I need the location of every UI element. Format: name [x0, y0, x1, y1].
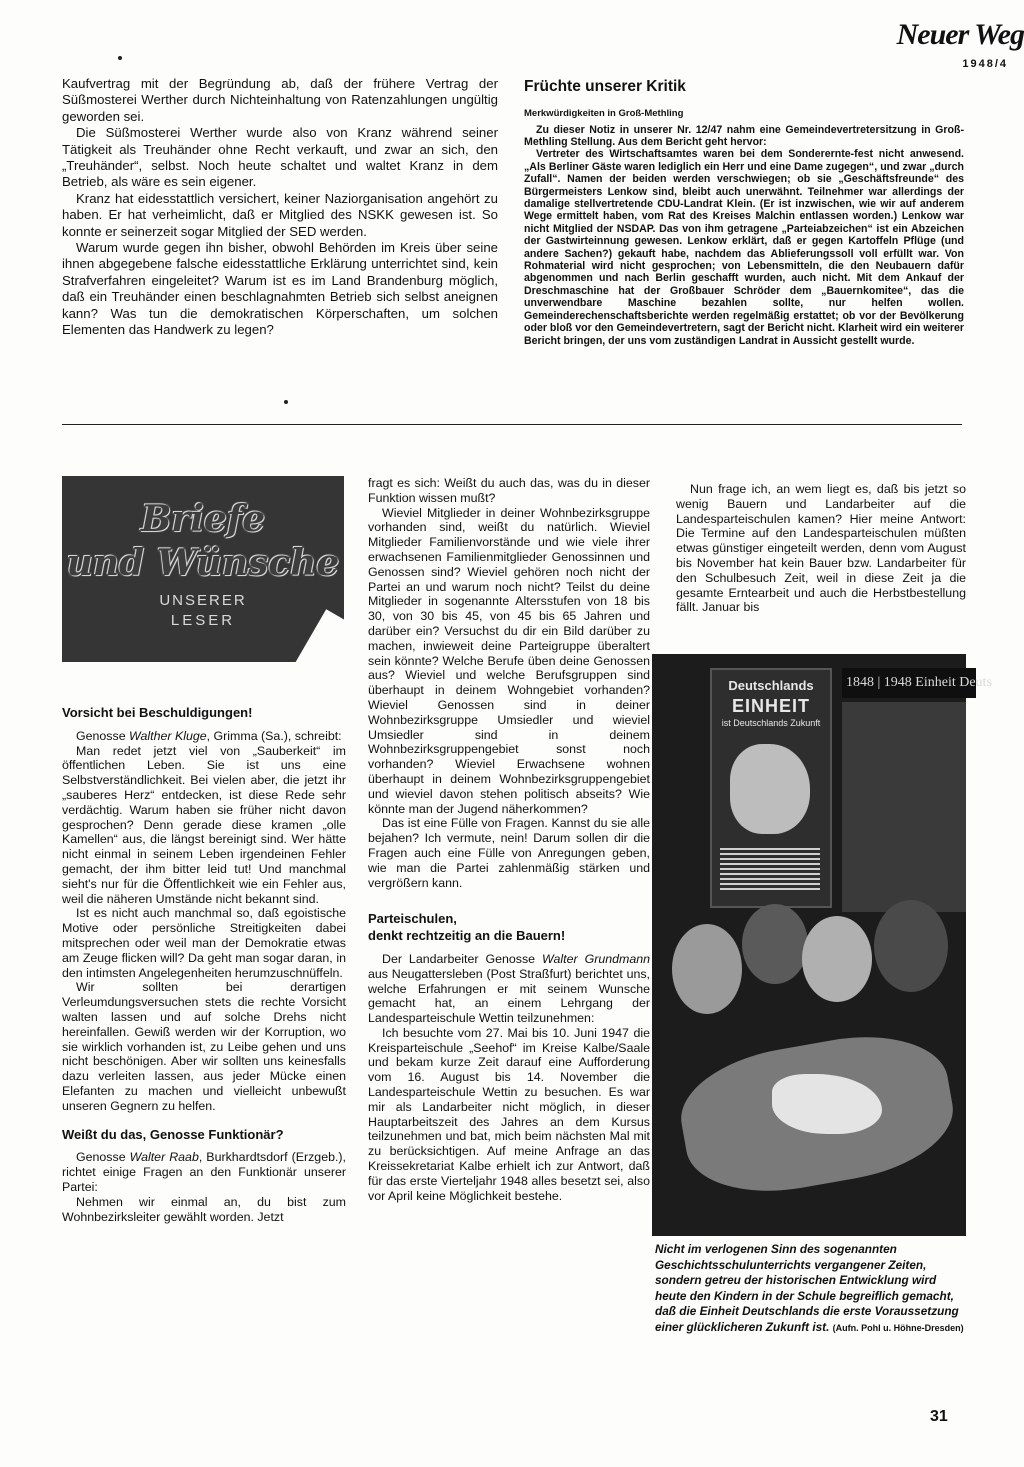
author-name: Walter Grundmann	[542, 951, 650, 966]
intro-text: Genosse	[76, 728, 130, 743]
child-figure	[802, 916, 872, 1002]
author-name: Walter Raab	[129, 1150, 199, 1165]
paragraph: Nehmen wir einmal an, du bist zum Wohnbezirksleiter gewählt worden. Jetzt	[62, 1194, 346, 1224]
letter-heading: Weißt du das, Genosse Funktionär?	[62, 1126, 284, 1142]
article-subheading: Merkwürdigkeiten in Groß-Methling	[524, 107, 684, 119]
letter-intro	[368, 952, 650, 1026]
letter-heading: Vorsicht bei Beschuldigungen!	[62, 705, 253, 720]
paragraph: Die Süßmosterei Werther wurde also von Kranz während seiner Tätigkeit als Treuhänder ohne Recht verkauft, und zwar an sich, den „Treuhänder“, selbst. Noch heute schaltet und waltet Kranz in dem Betrieb, als wäre es sein eigener.	[62, 125, 498, 190]
column-1	[62, 706, 346, 1224]
paragraph: Wir sollten bei derartigen Verleumdungsversuchen stets die rechte Vorsicht walten lassen und auf solche Drehs nicht hereinfallen. Gewiß werden wir der Korruption, wo sie wirklich vorhanden ist, zu Leibe gehen und uns nicht beschönigen. Aber wir sollten uns keinesfalls dazu verleiten lassen, aus jeder Mücke einen Elefanten zu machen und vielleicht unbewußt unseren Gegnern zu helfen.	[62, 980, 346, 1113]
poster-caption-lines	[720, 848, 820, 892]
print-speck	[284, 400, 288, 404]
banner-line: LESER	[170, 612, 236, 629]
column-3	[676, 482, 966, 615]
banner-line: und Wünsche	[66, 542, 340, 584]
banner-line: Briefe	[140, 498, 266, 540]
paragraph: Man redet jetzt viel von „Sauberkeit“ im öffentlichen Leben. Sie ist uns eine Selbstverständlichkeit. Bei vielen aber, die jetzt ihr „sauberes Herz“ entdecken, ist diese Rede sehr verdächtig. Warum haben sie früher nicht davon gesprochen? Denn gerade diese kramen „olle Kamellen“ aus, die längst bereinigt sind. Wer hätte nicht einmal in seinem Leben irgendeinen Fehler gemacht, der ihm bitter leid tut! Und manchmal sieht's nur für die Öffentlichkeit wie ein Fehler aus, weil die näheren Umstände nicht bekannt sind.	[62, 743, 346, 906]
column-2	[368, 476, 650, 1203]
intro-text: Genosse	[76, 1150, 130, 1165]
section-banner	[62, 476, 344, 662]
intro-text: , Grimma (Sa.), schreibt:	[206, 728, 342, 743]
letter-heading: denkt rechtzeitig an die Bauern!	[368, 928, 566, 944]
paragraph: Wieviel Mitglieder in deiner Wohnbezirksgruppe vorhanden sind, weißt du natürlich. Wieviel Mitglieder Familienvorstände und wie viele ihrer erwachsenen Familienmitglieder Genossinnen und Genossen sind? Wieviel gehören noch nicht der Partei an und warum noch nicht? Teilst du deine Mitglieder in sogenannte Altersstufen von 18 bis 30, von 30 bis 45, von 45 bis 65 Jahren und darüber ein? Versuchst du dir ein Bild darüber zu machen, inwieweit deine Parteigruppe überaltert sein könnte? Welche Berufe üben deine Genossen aus? Wieviel und welche Berufsgruppen sind überhaupt in deinem Wohngebiet vorhanden? Wieviel Genossen sind in deiner Wohnbezirksgruppe Umsiedler und wieviel Umsiedler sind in deinem Wohnbezirksgruppengebiet sonst noch vorhanden? Wieviel Erwachsene wohnen überhaupt in deinem Wohnbezirksgruppengebiet und wieviel davon stehen politisch abseits? Wie könnte man der Jugend näherkommen?	[368, 505, 650, 816]
poster-text: EINHEIT	[731, 696, 810, 716]
section-divider	[62, 424, 962, 425]
letter-heading: Parteischulen,	[368, 911, 457, 927]
child-figure	[672, 924, 742, 1014]
classroom-photo	[652, 654, 992, 1236]
top-left-article	[62, 76, 498, 339]
print-speck	[118, 56, 122, 60]
paragraph: Vertreter des Wirtschaftsamtes waren bei dem Sonderernte-fest nicht anwesend. „Als Berliner Gäste waren lediglich ein Herr und eine Dame zugegen“, und zwar „durch Zufall“. Namen der beiden werden verschwiegen; ob sie „Geschäftsfreunde“ des Bürgermeisters Lenkow sind, bleibt auch unerwähnt. Teilnehmer war allerdings der damalige stellvertretende CDU-Landrat Klein. (Er ist inzwischen, wie wir auf anderem Wege ermittelt haben, vom Rat des Kreises Malchin entlassen worden.) Lenkow war nicht Mitglied der NSDAP. Das von ihm getragene „Parteiabzeichen“ ist ein Abzeichen der Gastwirteinnung gewesen. Lenkow erklärt, daß er gegen Kartoffeln Pflüge (und andere Sachen?) gekauft habe, nachdem das Ablieferungssoll voll erfüllt war. Von Rohmaterial wird nicht gesprochen; von Lebensmitteln, die den Neubauern dafür abgenommen und nach Berlin geschafft wurden, auch nicht. Mit dem Ankauf der Dreschmaschine hat der Großbauer Schröder dem „Bauernkomitee“, das die unverwendbare Maschine bezahlen sollte, nur helfen wollen. Gemeinderechenschaftsberichte werden regelmäßig erstattet; ob vor der Bevölkerung oder bloß vor den Gemeindevertretern, sagt der Bericht nicht. Klarheit wird ein weiterer Bericht bringen, der uns vom zuständigen Landrat in Aussicht gestellt wurde.	[524, 148, 964, 347]
germany-map-illustration	[730, 744, 810, 834]
masthead: Neuer Weg	[896, 18, 1024, 51]
paragraph: Ist es nicht auch manchmal so, daß egoistische Motive oder persönliche Streitigkeiten dabei mitsprechen oder weil man der Demokratie etwas am Zeuge flicken will? Da geht man sogar daran, in den intimsten Angelegenheiten herumzuschnüffeln.	[62, 906, 346, 980]
paragraph: fragt es sich: Weißt du auch das, was du in dieser Funktion wissen mußt?	[368, 476, 650, 505]
issue-number: 1948/4	[962, 58, 1008, 70]
intro-text: , Burkhardtsdorf (Erzgeb.), richtet einige Fragen an den Funktionär unserer Partei:	[62, 1150, 346, 1194]
top-right-article	[524, 80, 964, 347]
paragraph: Kaufvertrag mit der Begründung ab, daß der frühere Vertrag der Süßmosterei Werther durch Nichteinhaltung von Ratenzahlungen ungültig geworden sei.	[62, 76, 498, 124]
article-heading: Früchte unserer Kritik	[524, 78, 686, 95]
banner-line: UNSERER	[159, 592, 247, 609]
wall-map	[842, 702, 966, 912]
page-number: 31	[930, 1408, 948, 1425]
photo-caption	[655, 1242, 967, 1337]
intro-text: Der Landarbeiter Genosse	[382, 951, 543, 966]
poster-text: ist Deutschlands Zukunft	[721, 718, 821, 728]
letter-intro	[62, 1150, 346, 1194]
wall-banner: 1848 | 1948 Einheit Deuts	[842, 668, 976, 698]
paragraph: Ich besuchte vom 27. Mai bis 10. Juni 1947 die Kreisparteischule „Seehof“ im Kreise Kalbe/Saale und bekam kurze Zeit darauf eine Aufforderung vom 16. August bis 14. November die Landesparteischule Wettin zu besuchen. Es war mir als Landarbeiter nicht möglich, in dieser Hauptarbeitszeit des Jahres an dem Kursus teilzunehmen und bat, mich beim nächsten Mal mit zu berücksichtigen. Auf meine Anfrage an das Kreissekretariat Kalbe erhielt ich zur Antwort, daß für das erste Vierteljahr 1948 alles besetzt sei, also vor April keine Möglichkeit bestehe.	[368, 1025, 650, 1203]
unity-poster	[710, 668, 832, 908]
poster-text: Deutschlands	[728, 678, 814, 693]
caption-text: Nicht im verlogenen Sinn des sogenannten Geschichtsschulunterrichts vergangener Zeiten, sondern getreu der historischen Entwicklung wird heute den Kindern in der Schule begreiflich gemacht, daß die Einheit Deutschlands die erste Voraussetzung einer glücklicheren Zukunft ist.	[655, 1242, 959, 1334]
child-figure	[874, 900, 948, 992]
paragraph: Nun frage ich, an wem liegt es, daß bis jetzt so wenig Bauern und Landarbeiter auf die Landesparteischulen kamen? Hier meine Antwort: Die Termine auf den Landesparteischulen müßten etwas günstiger eingeteilt werden, denn vom August bis November hat kein Bauer bzw. Landarbeiter für den Schulbesuch Zeit, weil in diese Zeit ja die gesamte Erntearbeit und auch die Herbstbestellung fällt. Januar bis	[676, 482, 966, 615]
paragraph: Warum wurde gegen ihn bisher, obwohl Behörden im Kreis über seine ihnen abgegebene falsche eidesstattliche Erklärung unterrichtet sind, kein Strafverfahren eingeleitet? Warum ist es im Land Brandenburg möglich, daß ein Treuhänder einen beschlagnahmten Betrieb sich selbst aneignen kann? Was tun die demokratischen Körperschaften, um solchen Elementen das Handwerk zu legen?	[62, 240, 498, 338]
paragraph: Kranz hat eidesstattlich versichert, keiner Naziorganisation angehört zu haben. Er hat verheimlicht, daß er Mitglied des NSKK gewesen ist. So konnte er seinerzeit sogar Mitglied der SED werden.	[62, 190, 498, 239]
child-figure	[742, 904, 808, 984]
photo-credit: (Aufn. Pohl u. Höhne-Dresden)	[832, 1322, 964, 1333]
author-name: Walther Kluge	[129, 728, 207, 743]
intro-text: aus Neugattersleben (Post Straßfurt) berichtet uns, welche Erfahrungen er mit seinem Wunsche gemacht hat, an einem Lehrgang der Landesparteischule Wettin teilzunehmen:	[368, 966, 650, 1026]
article-body	[524, 124, 964, 347]
paragraph: Zu dieser Notiz in unserer Nr. 12/47 nahm eine Gemeindevertretersitzung in Groß-Methling Stellung. Aus dem Bericht geht hervor:	[524, 123, 964, 148]
letter-intro	[62, 729, 346, 744]
paragraph: Das ist eine Fülle von Fragen. Kannst du sie alle bejahen? Ich vermute, nein! Darum sollen dir die Fragen auch eine Fülle von Anregungen geben, wie man die Partei zahlenmäßig stärken und vergrößern kann.	[368, 816, 650, 890]
